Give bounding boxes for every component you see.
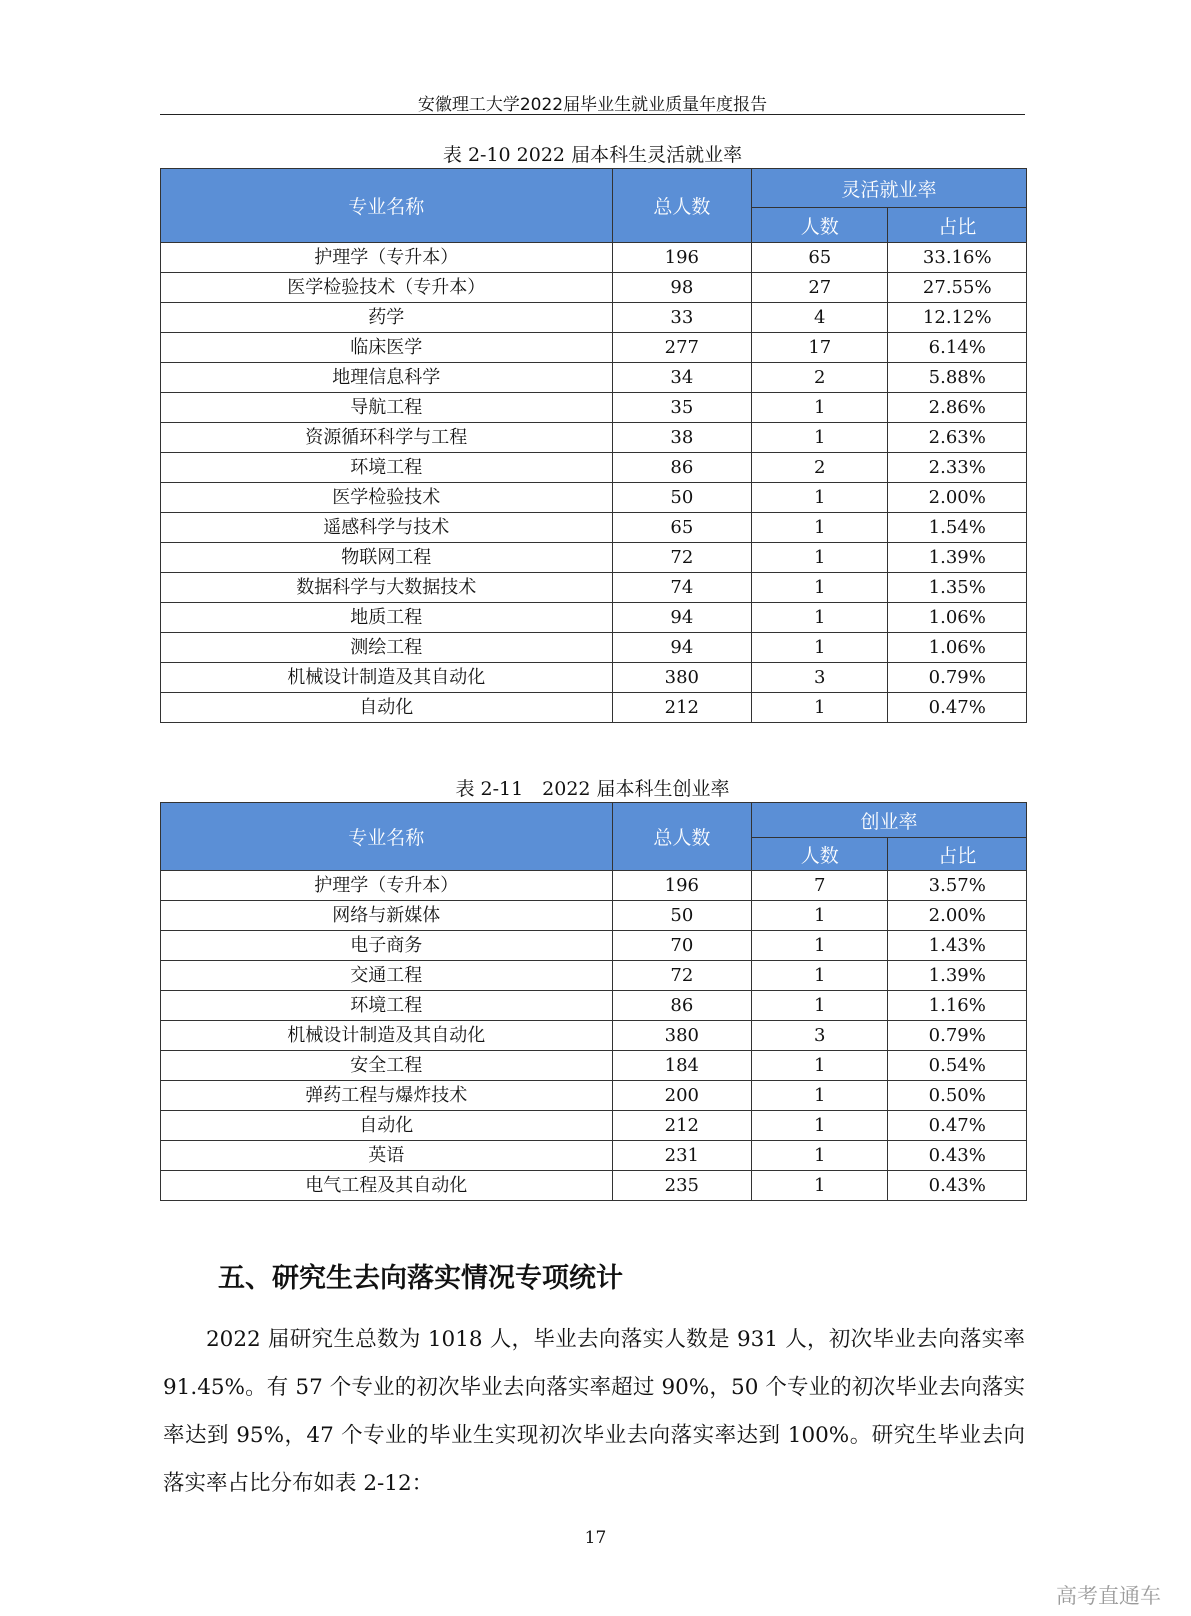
report-header-title: 安徽理工大学2022届毕业生就业质量年度报告 <box>417 95 768 115</box>
table-row <box>161 1021 1027 1051</box>
cell-total: 38 <box>612 423 752 453</box>
cell-ratio: 1.06% <box>888 633 1027 663</box>
cell-total: 94 <box>612 633 752 663</box>
cell-major: 自动化 <box>161 693 613 723</box>
cell-count: 1 <box>752 1081 888 1111</box>
cell-count: 1 <box>752 991 888 1021</box>
cell-total: 65 <box>612 513 752 543</box>
cell-count: 1 <box>752 603 888 633</box>
cell-total: 277 <box>612 333 752 363</box>
cell-ratio: 1.16% <box>888 991 1027 1021</box>
cell-total: 94 <box>612 603 752 633</box>
cell-major: 交通工程 <box>161 961 613 991</box>
cell-major: 护理学（专升本） <box>161 871 613 901</box>
cell-count: 2 <box>752 453 888 483</box>
cell-major: 药学 <box>161 303 613 333</box>
cell-major: 环境工程 <box>161 453 613 483</box>
table-row <box>161 1081 1027 1111</box>
table-row <box>161 273 1027 303</box>
section-paragraph: 2022 届研究生总数为 1018 人，毕业去向落实人数是 931 人，初次毕业去向落实率 91.45%。有 57 个专业的初次毕业去向落实率超过 90%，50 个专业的初次毕业去向落实率达到 95%，47 个专业的毕业生实现初次毕业去向落实率达到 100%。研究生毕业去向落实率占比分布如表 2-12： <box>163 1327 1025 1496</box>
cell-ratio: 1.39% <box>888 543 1027 573</box>
cell-major: 数据科学与大数据技术 <box>161 573 613 603</box>
cell-ratio: 0.79% <box>888 663 1027 693</box>
cell-ratio: 2.00% <box>888 901 1027 931</box>
cell-major: 环境工程 <box>161 991 613 1021</box>
table1-caption: 表 2-10 2022 届本科生灵活就业率 <box>442 144 743 166</box>
table-row <box>161 663 1027 693</box>
cell-major: 电气工程及其自动化 <box>161 1171 613 1201</box>
cell-major: 电子商务 <box>161 931 613 961</box>
cell-ratio: 33.16% <box>888 243 1027 273</box>
cell-ratio: 2.33% <box>888 453 1027 483</box>
cell-total: 200 <box>612 1081 752 1111</box>
cell-ratio: 5.88% <box>888 363 1027 393</box>
entrepreneurship-table <box>160 802 1027 1201</box>
table-row <box>161 1171 1027 1201</box>
cell-ratio: 0.47% <box>888 693 1027 723</box>
column-header-major: 专业名称 <box>161 169 613 243</box>
column-header-group: 灵活就业率 <box>752 169 1027 208</box>
cell-major: 弹药工程与爆炸技术 <box>161 1081 613 1111</box>
table2-caption: 表 2-11 2022 届本科生创业率 <box>455 778 730 800</box>
cell-major: 英语 <box>161 1141 613 1171</box>
cell-count: 1 <box>752 693 888 723</box>
cell-ratio: 0.43% <box>888 1171 1027 1201</box>
cell-ratio: 0.54% <box>888 1051 1027 1081</box>
column-header-ratio: 占比 <box>888 208 1027 243</box>
table-row <box>161 961 1027 991</box>
cell-major: 地理信息科学 <box>161 363 613 393</box>
table-row <box>161 931 1027 961</box>
watermark: 高考直通车 <box>1056 1584 1161 1608</box>
section-heading: 五、研究生去向落实情况专项统计 <box>218 1263 623 1294</box>
table-row <box>161 243 1027 273</box>
table-row <box>161 453 1027 483</box>
cell-ratio: 2.00% <box>888 483 1027 513</box>
cell-ratio: 2.86% <box>888 393 1027 423</box>
cell-ratio: 1.43% <box>888 931 1027 961</box>
column-header-total: 总人数 <box>612 803 752 871</box>
cell-count: 1 <box>752 423 888 453</box>
cell-total: 196 <box>612 243 752 273</box>
cell-total: 231 <box>612 1141 752 1171</box>
cell-total: 212 <box>612 693 752 723</box>
table-row <box>161 1111 1027 1141</box>
cell-major: 机械设计制造及其自动化 <box>161 663 613 693</box>
cell-major: 临床医学 <box>161 333 613 363</box>
table-row <box>161 393 1027 423</box>
cell-count: 1 <box>752 573 888 603</box>
table-row <box>161 1051 1027 1081</box>
table-row <box>161 543 1027 573</box>
cell-ratio: 27.55% <box>888 273 1027 303</box>
cell-count: 1 <box>752 513 888 543</box>
table-row <box>161 363 1027 393</box>
table-row <box>161 633 1027 663</box>
cell-major: 机械设计制造及其自动化 <box>161 1021 613 1051</box>
column-header-major: 专业名称 <box>161 803 613 871</box>
cell-count: 27 <box>752 273 888 303</box>
cell-major: 护理学（专升本） <box>161 243 613 273</box>
table-row <box>161 303 1027 333</box>
table-row <box>161 423 1027 453</box>
cell-count: 1 <box>752 901 888 931</box>
cell-ratio: 12.12% <box>888 303 1027 333</box>
cell-count: 2 <box>752 363 888 393</box>
cell-major: 测绘工程 <box>161 633 613 663</box>
cell-total: 35 <box>612 393 752 423</box>
cell-major: 医学检验技术 <box>161 483 613 513</box>
cell-total: 86 <box>612 991 752 1021</box>
flexible-employment-table <box>160 168 1027 723</box>
cell-ratio: 0.43% <box>888 1141 1027 1171</box>
cell-ratio: 1.39% <box>888 961 1027 991</box>
cell-count: 1 <box>752 1141 888 1171</box>
cell-total: 50 <box>612 901 752 931</box>
cell-ratio: 0.47% <box>888 1111 1027 1141</box>
cell-total: 70 <box>612 931 752 961</box>
cell-count: 4 <box>752 303 888 333</box>
cell-total: 33 <box>612 303 752 333</box>
cell-major: 安全工程 <box>161 1051 613 1081</box>
cell-major: 导航工程 <box>161 393 613 423</box>
cell-total: 98 <box>612 273 752 303</box>
cell-major: 地质工程 <box>161 603 613 633</box>
cell-total: 380 <box>612 663 752 693</box>
cell-count: 1 <box>752 1051 888 1081</box>
cell-major: 资源循环科学与工程 <box>161 423 613 453</box>
cell-ratio: 1.06% <box>888 603 1027 633</box>
table-row <box>161 901 1027 931</box>
cell-major: 遥感科学与技术 <box>161 513 613 543</box>
cell-ratio: 1.54% <box>888 513 1027 543</box>
cell-total: 184 <box>612 1051 752 1081</box>
cell-total: 72 <box>612 543 752 573</box>
column-header-total: 总人数 <box>612 169 752 243</box>
cell-count: 7 <box>752 871 888 901</box>
column-header-ratio: 占比 <box>888 838 1027 871</box>
table-row <box>161 603 1027 633</box>
cell-count: 1 <box>752 931 888 961</box>
table-row <box>161 871 1027 901</box>
cell-count: 1 <box>752 1111 888 1141</box>
cell-ratio: 0.50% <box>888 1081 1027 1111</box>
cell-total: 86 <box>612 453 752 483</box>
cell-ratio: 1.35% <box>888 573 1027 603</box>
cell-ratio: 3.57% <box>888 871 1027 901</box>
cell-total: 380 <box>612 1021 752 1051</box>
cell-count: 65 <box>752 243 888 273</box>
column-header-count: 人数 <box>752 208 888 243</box>
cell-count: 1 <box>752 1171 888 1201</box>
cell-count: 1 <box>752 633 888 663</box>
cell-total: 34 <box>612 363 752 393</box>
table-row <box>161 1141 1027 1171</box>
cell-count: 1 <box>752 393 888 423</box>
cell-ratio: 2.63% <box>888 423 1027 453</box>
cell-total: 50 <box>612 483 752 513</box>
table-row <box>161 483 1027 513</box>
cell-count: 1 <box>752 961 888 991</box>
table-row <box>161 333 1027 363</box>
cell-count: 1 <box>752 483 888 513</box>
table-row <box>161 573 1027 603</box>
cell-count: 3 <box>752 1021 888 1051</box>
cell-total: 235 <box>612 1171 752 1201</box>
cell-major: 自动化 <box>161 1111 613 1141</box>
header-divider <box>160 114 1025 115</box>
cell-major: 网络与新媒体 <box>161 901 613 931</box>
cell-ratio: 6.14% <box>888 333 1027 363</box>
table-row <box>161 693 1027 723</box>
cell-major: 物联网工程 <box>161 543 613 573</box>
cell-ratio: 0.79% <box>888 1021 1027 1051</box>
cell-total: 196 <box>612 871 752 901</box>
cell-major: 医学检验技术（专升本） <box>161 273 613 303</box>
column-header-group: 创业率 <box>752 803 1027 838</box>
cell-total: 74 <box>612 573 752 603</box>
table-row <box>161 513 1027 543</box>
column-header-count: 人数 <box>752 838 888 871</box>
cell-count: 1 <box>752 543 888 573</box>
cell-count: 17 <box>752 333 888 363</box>
cell-count: 3 <box>752 663 888 693</box>
table-row <box>161 991 1027 1021</box>
page-number: 17 <box>584 1528 607 1548</box>
cell-total: 212 <box>612 1111 752 1141</box>
cell-total: 72 <box>612 961 752 991</box>
